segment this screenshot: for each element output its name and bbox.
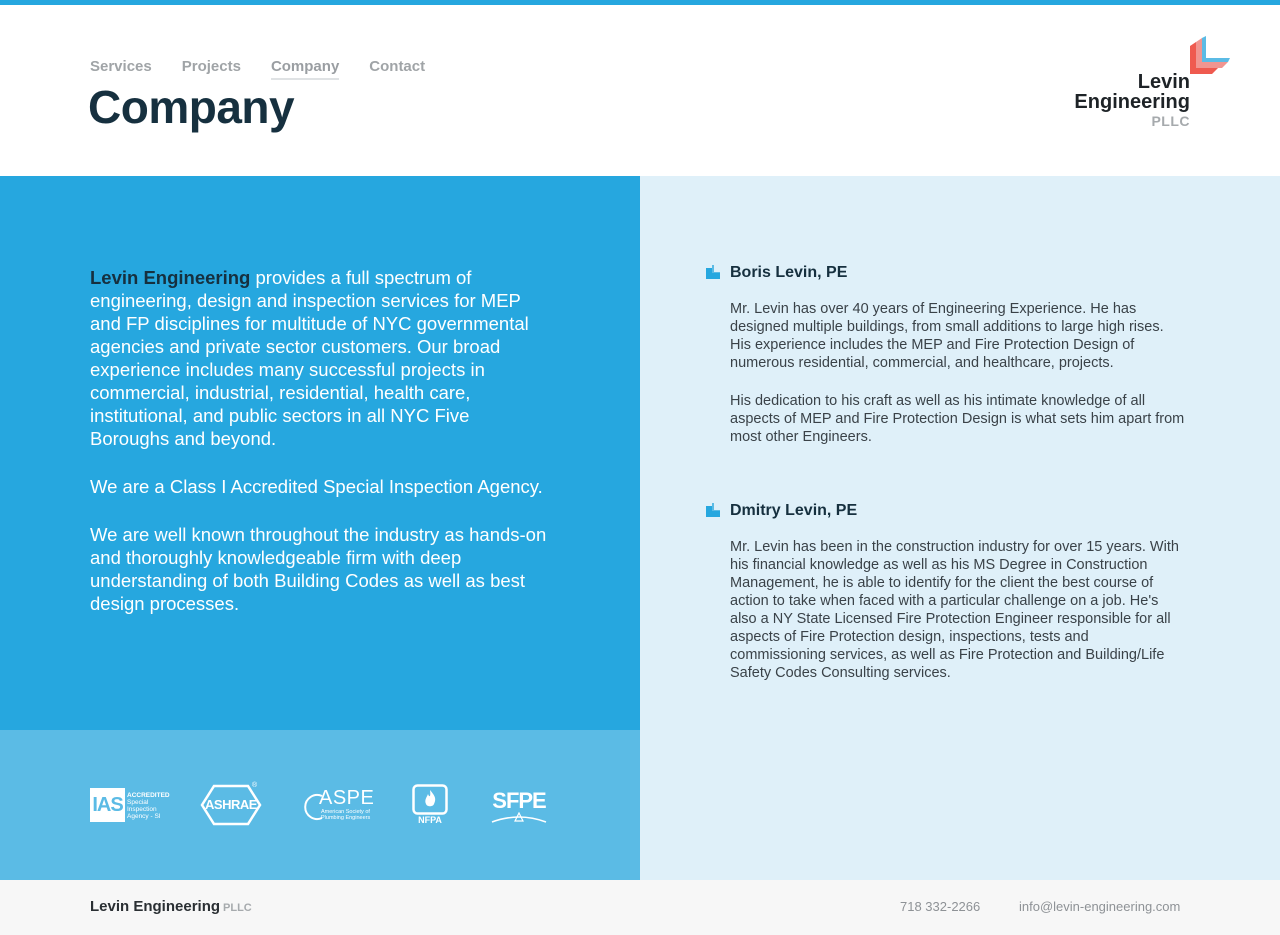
person-bio-paragraph: Mr. Levin has been in the construction industry for over 15 years. With his financial knowledge as well as his MS Degree in Construction Management, he is able to identify for the client the best course of action to take when faced with a particular challenge on a job. He's also a NY State Licensed Fire Protection Engineer responsible for all aspects of Fire Protection design, inspections, tests and commissioning services, as well as Fire Protection and Building/Life Safety Codes Consulting services. [730,539,1179,681]
nav-company-link[interactable]: Company [271,58,339,80]
logo-line-engineering: Engineering [1074,91,1190,113]
nav-contact-link[interactable]: Contact [369,58,426,75]
ias-line3: Agency - SI [127,813,161,820]
person-bio-paragraph: His dedication to his craft as well as his intimate knowledge of all aspects of MEP and Fire Protection Design is what sets him apart from most other Engineers. [730,393,1185,445]
leadership-panel [640,176,1280,880]
nfpa-flame-icon [412,784,448,816]
person-card-boris [706,264,1186,466]
person-name: Boris Levin, PE [730,264,848,281]
footer-brand [90,898,252,915]
about-intro-text: provides a full spectrum of engineering, design and inspection services for MEP and FP disciplines for multitude of NYC governmental agencies and private sector customers. Our broad experience includes many successful projects in commercial, industrial, residential, health care, institutional, and public sectors in all NYC Five Boroughs and beyond. [90,267,529,449]
nav-projects-link[interactable]: Projects [181,58,241,75]
logo-line-pllc: PLLC [1151,113,1190,129]
sfpe-arc-icon [490,812,548,824]
top-accent-bar [0,0,1280,5]
page-title: Company [88,81,295,133]
aspe-label: ASPE [319,787,375,809]
footer [0,880,1280,935]
logo-wordmark [1074,72,1190,128]
sfpe-label: SFPE [492,788,546,813]
ias-badge: IAS [90,788,125,822]
corner-bullet-icon [706,265,720,279]
about-brand: Levin Engineering [90,267,251,288]
logo-mark-icon [1188,36,1232,78]
nfpa-logo [412,784,448,826]
about-accreditation: We are a Class I Accredited Special Inspection Agency. [90,476,543,497]
aspe-line2: Plumbing Engineers [321,815,371,821]
footer-email-link[interactable]: info@levin-engineering.com [1019,899,1181,914]
company-logo[interactable] [1060,36,1232,132]
person-bio-paragraph: Mr. Levin has over 40 years of Engineering Experience. He has designed multiple buildings, from small additions to large high rises. His experience includes the MEP and Fire Protection Design of numerous residential, commercial, and healthcare, projects. [730,301,1164,371]
main-nav [90,58,425,80]
logo-line-levin: Levin [1137,71,1190,93]
footer-brand-name: Levin Engineering [90,898,221,915]
aspe-line1: American Society of [321,809,370,815]
footer-brand-suffix: PLLC [223,902,252,914]
ashrae-registered: ® [252,782,258,789]
sfpe-logo [490,784,548,826]
aspe-logo [302,784,374,826]
certifications-bar [0,730,640,880]
ashrae-logo [200,784,262,826]
about-panel [0,176,640,730]
corner-bullet-icon [706,503,720,517]
footer-phone-link[interactable]: 718 332-2266 [900,899,981,914]
ias-line2: Special Inspection [127,799,157,813]
nav-services-link[interactable]: Services [90,58,152,75]
person-name: Dmitry Levin, PE [730,502,858,519]
person-card-dmitry [706,502,1186,702]
about-reputation: We are well known throughout the industry as hands-on and thoroughly knowledgeable firm with deep understanding of both Building Codes as well as best design processes. [90,524,547,614]
ashrae-label: ASHRAE [205,797,257,812]
about-intro [90,266,552,450]
ias-logo [90,784,170,826]
about-text [90,266,552,640]
ias-line1: ACCREDITED [127,792,170,799]
nfpa-label: NFPA [418,815,442,825]
